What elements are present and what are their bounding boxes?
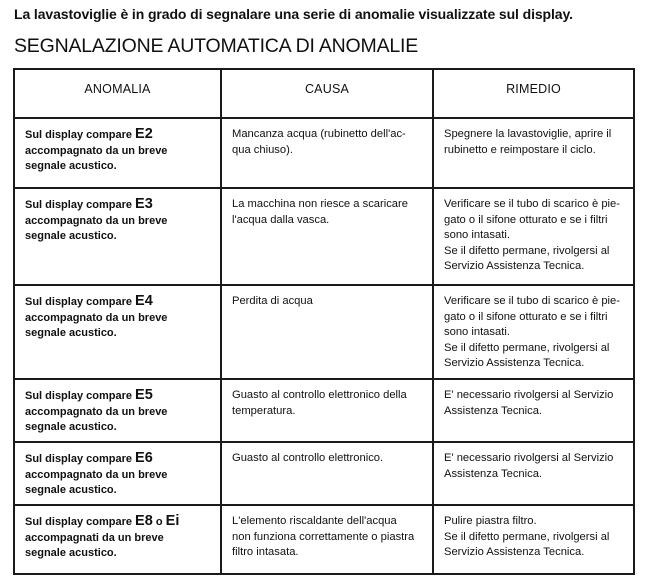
error-code: E8: [135, 513, 153, 529]
rimedio-cell: [433, 442, 633, 505]
rimedio-cell: [433, 379, 633, 442]
causa-cell: [221, 285, 433, 379]
anomalies-table: [13, 68, 635, 575]
error-code: E5: [135, 387, 153, 403]
rimedio-line: Verificare se il tubo di scarico è pie-: [444, 295, 620, 307]
header-rimedio: RIMEDIO: [433, 70, 633, 118]
rimedio-line: E' necessario rivolgersi al Servizio: [444, 452, 614, 464]
header-causa: CAUSA: [221, 70, 433, 118]
rimedio-cell: [433, 505, 633, 573]
error-code: E2: [135, 126, 153, 142]
rimedio-line: Servizio Assistenza Tecnica.: [444, 357, 585, 369]
rimedio-line: Assistenza Tecnica.: [444, 404, 543, 417]
rimedio-line: gato o il sifone otturato e se i filtri: [444, 213, 608, 226]
error-code: E3: [135, 196, 153, 212]
causa-line: filtro intasata.: [232, 546, 299, 558]
anomalia-line: accompagnato da un breve: [25, 144, 168, 157]
rimedio-line: Verificare se il tubo di scarico è pie-: [444, 198, 620, 210]
causa-line: qua chiuso).: [232, 143, 293, 156]
rimedio-line: Se il difetto permane, rivolgersi al: [444, 341, 610, 354]
causa-cell: [221, 442, 433, 505]
error-code: E4: [135, 293, 153, 309]
rimedio-line: Servizio Assistenza Tecnica.: [444, 260, 585, 272]
causa-cell: [221, 188, 433, 285]
anomalia-line: accompagnato da un breve: [25, 405, 168, 418]
table-row: [15, 505, 633, 573]
intro-text: La lavastoviglie è in grado di segnalare una serie di anomalie visualizzate sul display.: [14, 6, 573, 22]
causa-line: L'elemento riscaldante dell'acqua: [232, 515, 397, 527]
table-row: [15, 442, 633, 505]
rimedio-line: Servizio Assistenza Tecnica.: [444, 546, 585, 558]
rimedio-line: Spegnere la lavastoviglie, aprire il: [444, 128, 612, 140]
rimedio-line: gato o il sifone otturato e se i filtri: [444, 310, 608, 323]
rimedio-cell: [433, 188, 633, 285]
table-header-row: [15, 70, 633, 118]
rimedio-line: Assistenza Tecnica.: [444, 467, 543, 480]
rimedio-line: sono intasati.: [444, 326, 510, 338]
anomalia-prefix: Sul display compare: [25, 516, 132, 528]
anomalies-table-grid: [15, 70, 633, 573]
page-title: SEGNALAZIONE AUTOMATICA DI ANOMALIE: [14, 35, 419, 57]
anomalia-line: segnale acustico.: [25, 230, 117, 242]
causa-line: La macchina non riesce a scaricare: [232, 198, 408, 210]
causa-line: temperatura.: [232, 404, 296, 417]
anomalia-prefix: Sul display compare: [25, 390, 132, 402]
causa-line: Guasto al controllo elettronico della: [232, 389, 407, 401]
table-row: [15, 285, 633, 379]
anomalia-line: segnale acustico.: [25, 327, 117, 339]
causa-line: Guasto al controllo elettronico.: [232, 452, 384, 464]
anomalia-line: segnale acustico.: [25, 484, 117, 496]
anomalia-line: segnale acustico.: [25, 160, 117, 172]
anomalia-line: accompagnati da un breve: [25, 531, 164, 544]
anomalia-prefix: Sul display compare: [25, 199, 132, 211]
header-anomalia: ANOMALIA: [15, 70, 221, 118]
anomalia-cell: [15, 188, 221, 285]
rimedio-line: sono intasati.: [444, 229, 510, 241]
anomalia-line: accompagnato da un breve: [25, 311, 168, 324]
anomalia-cell: [15, 442, 221, 505]
rimedio-line: Se il difetto permane, rivolgersi al: [444, 244, 610, 257]
anomalia-cell: [15, 118, 221, 188]
error-code: E6: [135, 450, 153, 466]
error-code-secondary: Ei: [165, 513, 180, 529]
causa-line: Mancanza acqua (rubinetto dell'ac-: [232, 128, 406, 140]
causa-cell: [221, 118, 433, 188]
causa-cell: [221, 505, 433, 573]
causa-line: l'acqua dalla vasca.: [232, 213, 330, 226]
rimedio-cell: [433, 285, 633, 379]
rimedio-line: rubinetto e reimpostare il ciclo.: [444, 143, 596, 156]
causa-line: Perdita di acqua: [232, 295, 313, 307]
anomalia-cell: [15, 379, 221, 442]
rimedio-cell: [433, 118, 633, 188]
rimedio-line: E' necessario rivolgersi al Servizio: [444, 389, 614, 401]
anomalia-prefix: Sul display compare: [25, 453, 132, 465]
rimedio-line: Pulire piastra filtro.: [444, 515, 537, 527]
anomalia-prefix: Sul display compare: [25, 296, 132, 308]
rimedio-line: Se il difetto permane, rivolgersi al: [444, 530, 610, 543]
causa-cell: [221, 379, 433, 442]
anomalia-cell: [15, 285, 221, 379]
anomalia-line: accompagnato da un breve: [25, 214, 168, 227]
table-row: [15, 379, 633, 442]
table-row: [15, 118, 633, 188]
anomalia-line: accompagnato da un breve: [25, 468, 168, 481]
anomalia-prefix: Sul display compare: [25, 129, 132, 141]
table-row: [15, 188, 633, 285]
anomalia-line: segnale acustico.: [25, 547, 117, 559]
anomalia-line: segnale acustico.: [25, 421, 117, 433]
causa-line: non funziona correttamente o piastra: [232, 530, 415, 543]
code-separator: o: [155, 516, 163, 528]
anomalia-cell: [15, 505, 221, 573]
